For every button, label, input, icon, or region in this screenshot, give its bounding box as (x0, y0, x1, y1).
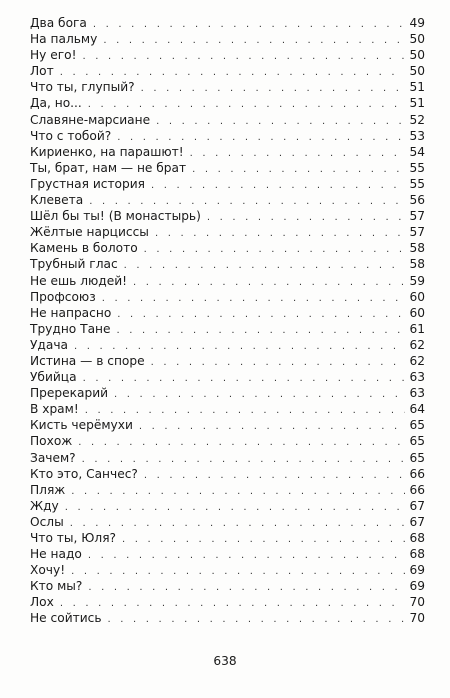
toc-entry-title: Клевета (30, 193, 84, 208)
toc-entry-title: Лот (30, 64, 54, 79)
toc-entry (30, 402, 425, 418)
dot-leader (114, 389, 405, 400)
toc-entry-title: Не ешь людей! (30, 273, 128, 288)
toc-entry-page: 50 (409, 32, 425, 47)
toc-entry (30, 338, 425, 354)
toc-entry-title: На пальму (30, 32, 98, 47)
toc-entry-title: Ну его! (30, 48, 77, 63)
toc-entry (30, 80, 425, 96)
toc-entry (30, 96, 425, 112)
toc-entry-page: 61 (409, 321, 425, 336)
dot-leader (65, 502, 405, 513)
toc-entry (30, 595, 425, 611)
toc-entry-page: 68 (409, 531, 425, 545)
dot-leader (133, 277, 405, 288)
dot-leader (102, 293, 405, 304)
toc-entry-title: Трудно Тане (30, 321, 111, 336)
toc-entry-title: Да, но... (30, 96, 82, 111)
dot-leader (83, 51, 406, 62)
toc-entry (30, 257, 425, 273)
dot-leader (151, 180, 405, 191)
toc-entry-title: Не надо (30, 547, 82, 562)
toc-entry (30, 515, 425, 531)
toc-entry-title: Что ты, Юля? (30, 531, 117, 545)
toc-entry-title: Профсоюз (30, 289, 96, 304)
toc-entry-title: Камень в болото (30, 241, 138, 256)
toc-entry (30, 531, 425, 547)
toc-entry-title: Истина — в споре (30, 353, 145, 368)
dot-leader (144, 244, 405, 255)
dot-leader (88, 582, 405, 593)
toc-entry-page: 63 (409, 386, 425, 401)
toc-entry (30, 451, 425, 467)
toc-entry-title: Ослы (30, 514, 64, 529)
dot-leader (71, 486, 405, 497)
toc-entry-title: Убийца (30, 370, 77, 385)
dot-leader (124, 260, 405, 271)
toc-entry-page: 59 (409, 273, 425, 288)
toc-entry-title: Не сойтись (30, 611, 102, 626)
toc-entry (30, 209, 425, 225)
toc-entry-title: Пререкарий (30, 386, 109, 401)
toc-entry-title: Похож (30, 434, 73, 449)
toc-entry-page: 57 (409, 225, 425, 240)
toc-entry-page: 66 (409, 466, 425, 481)
dot-leader (70, 518, 405, 529)
toc-entry-page: 51 (409, 80, 425, 95)
toc-entry-page: 70 (409, 595, 425, 610)
toc-entry-title: Лох (30, 595, 54, 610)
toc-entry (30, 370, 425, 386)
toc-entry-page: 58 (409, 257, 425, 272)
toc-entry (30, 547, 425, 563)
toc-entry-page: 50 (409, 48, 425, 63)
toc-entry-title: Кириенко, на парашют! (30, 144, 184, 159)
toc-entry-title: Два бога (30, 16, 87, 30)
dot-leader (122, 534, 405, 545)
toc-entry (30, 611, 425, 627)
toc-entry (30, 322, 425, 338)
toc-entry-title: Жёлтые нарциссы (30, 225, 149, 240)
toc-entry-page: 62 (409, 337, 425, 352)
toc-entry-page: 64 (409, 402, 425, 417)
toc-entry (30, 161, 425, 177)
toc-entry-page: 51 (409, 96, 425, 111)
dot-leader (78, 437, 405, 448)
dot-leader (93, 19, 405, 30)
toc-entry (30, 579, 425, 595)
toc-entry-page: 69 (409, 579, 425, 594)
toc-entry (30, 434, 425, 450)
toc-entry-page: 60 (409, 289, 425, 304)
toc-entry-page: 70 (409, 611, 425, 626)
dot-leader (192, 164, 405, 175)
toc-entry-title: Хочу! (30, 563, 66, 578)
toc-entry-page: 53 (409, 128, 425, 143)
toc-entry-title: Кто мы? (30, 579, 83, 594)
toc-entry-title: В храм! (30, 402, 79, 417)
dot-leader (103, 35, 405, 46)
dot-leader (74, 341, 405, 352)
toc-entry (30, 386, 425, 402)
toc-entry-page: 55 (409, 160, 425, 175)
toc-entry-title: Славяне-марсиане (30, 112, 151, 127)
toc-entry-title: Жду (30, 498, 59, 513)
toc-entry (30, 225, 425, 241)
toc-entry (30, 418, 425, 434)
toc-entry-title: Кто это, Санчес? (30, 466, 138, 481)
toc-entry-title: Что ты, глупый? (30, 80, 135, 95)
toc-entry-title: Что с тобой? (30, 128, 112, 143)
toc-entry-page: 65 (409, 450, 425, 465)
toc-entry-title: Кисть черёмухи (30, 418, 133, 433)
toc-entry-page: 66 (409, 482, 425, 497)
toc-entry (30, 177, 425, 193)
dot-leader (155, 228, 405, 239)
dot-leader (60, 598, 405, 609)
toc-entry-title: Зачем? (30, 450, 76, 465)
toc-entry (30, 64, 425, 80)
toc-entry-page: 65 (409, 418, 425, 433)
toc-entry-page: 65 (409, 434, 425, 449)
toc-entry (30, 483, 425, 499)
toc-entry-title: Ты, брат, нам — не брат (30, 160, 187, 175)
toc-entry (30, 32, 425, 48)
toc-entry-page: 67 (409, 498, 425, 513)
dot-leader (83, 373, 405, 384)
toc-entry-page: 62 (409, 353, 425, 368)
toc-entry-page: 67 (409, 514, 425, 529)
toc-entry (30, 145, 425, 161)
toc-entry (30, 563, 425, 579)
dot-leader (141, 83, 405, 94)
page-number: 638 (213, 654, 237, 668)
toc-entry (30, 274, 425, 290)
toc-entry-page: 50 (409, 64, 425, 79)
toc-entry (30, 499, 425, 515)
toc-entry-page: 56 (409, 193, 425, 208)
toc-entry-title: Не напрасно (30, 305, 112, 320)
dot-leader (88, 99, 405, 110)
toc-entry-title: Трубный глас (30, 257, 118, 272)
dot-leader (156, 116, 405, 127)
dot-leader (117, 325, 406, 336)
toc-entry-title: Удача (30, 337, 68, 352)
dot-leader (190, 148, 405, 159)
toc-entry-page: 63 (409, 370, 425, 385)
toc-entry-title: Грустная история (30, 176, 145, 191)
dot-leader (139, 421, 405, 432)
toc-entry (30, 129, 425, 145)
dot-leader (89, 196, 405, 207)
dot-leader (207, 212, 405, 223)
toc-entry-page: 55 (409, 176, 425, 191)
toc-entry (30, 290, 425, 306)
toc-entry-page: 49 (409, 16, 425, 30)
toc-entry (30, 467, 425, 483)
dot-leader (151, 357, 405, 368)
dot-leader (88, 550, 405, 561)
toc-entry-page: 60 (409, 305, 425, 320)
table-of-contents (30, 16, 425, 628)
toc-entry-page: 68 (409, 547, 425, 562)
toc-entry (30, 306, 425, 322)
toc-entry-page: 58 (409, 241, 425, 256)
toc-entry-title: Пляж (30, 482, 66, 497)
dot-leader (60, 67, 405, 78)
toc-entry (30, 113, 425, 129)
toc-entry-page: 57 (409, 209, 425, 224)
dot-leader (85, 405, 405, 416)
toc-entry-page: 52 (409, 112, 425, 127)
dot-leader (117, 132, 405, 143)
toc-entry-page: 54 (409, 144, 425, 159)
toc-entry-title: Шёл бы ты! (В монастырь) (30, 209, 201, 224)
toc-entry (30, 48, 425, 64)
dot-leader (144, 470, 405, 481)
dot-leader (82, 454, 405, 465)
toc-entry-page: 69 (409, 563, 425, 578)
toc-entry (30, 241, 425, 257)
dot-leader (117, 309, 405, 320)
dot-leader (108, 614, 405, 625)
toc-entry (30, 16, 425, 32)
toc-entry (30, 354, 425, 370)
dot-leader (71, 566, 405, 577)
toc-entry (30, 193, 425, 209)
